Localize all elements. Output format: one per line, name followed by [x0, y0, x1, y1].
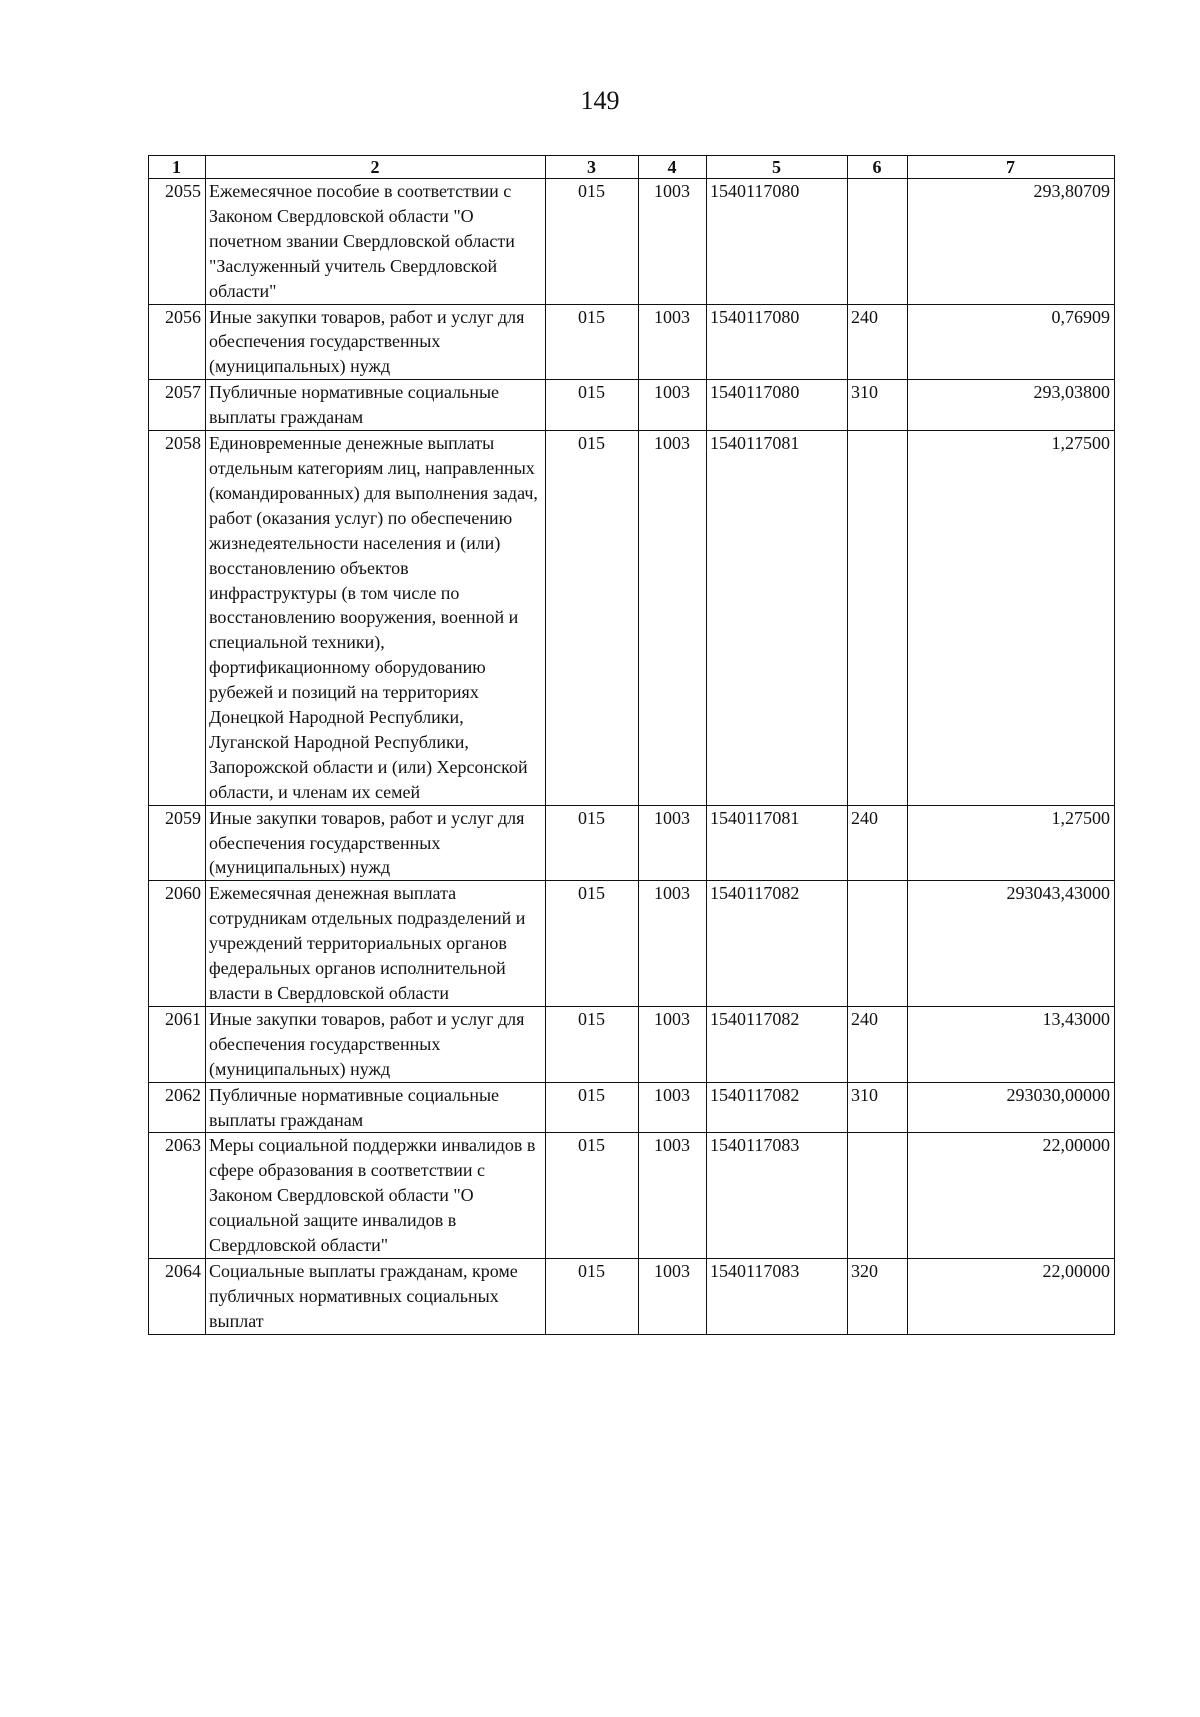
row-number: 2064 [149, 1258, 206, 1334]
row-name: Публичные нормативные социальные выплаты гражданам [206, 380, 546, 431]
row-name: Единовременные денежные выплаты отдельным категориям лиц, направленных (командированных) для выполнения задач, работ (оказания услуг) по обеспечению жизнедеятельности населения и (или) восстановлению объектов инфраструктуры (в том числе по восстановлению вооружения, военной и специальной техники), фортификационному оборудованию рубежей и позиций на территориях Донецкой Народной Республики, Луганской Народной Республики, Запорожской области и (или) Херсонской области, и членам их семей [206, 431, 546, 806]
row-name: Социальные выплаты гражданам, кроме публичных нормативных социальных выплат [206, 1258, 546, 1334]
header-col-3: 3 [546, 156, 639, 179]
row-name: Иные закупки товаров, работ и услуг для обеспечения государственных (муниципальных) нужд [206, 304, 546, 380]
row-expense-type [848, 1133, 908, 1259]
row-target-code: 1540117080 [707, 179, 848, 305]
row-ministry-code: 015 [546, 805, 639, 881]
row-expense-type [848, 179, 908, 305]
row-ministry-code: 015 [546, 881, 639, 1007]
header-col-2: 2 [206, 156, 546, 179]
row-expense-type: 320 [848, 1258, 908, 1334]
row-amount: 0,76909 [908, 304, 1115, 380]
table-row [149, 431, 1115, 806]
row-ministry-code: 015 [546, 1133, 639, 1259]
row-section-code: 1003 [639, 179, 707, 305]
table-row [149, 805, 1115, 881]
row-ministry-code: 015 [546, 380, 639, 431]
row-number: 2059 [149, 805, 206, 881]
row-ministry-code: 015 [546, 304, 639, 380]
header-col-5: 5 [707, 156, 848, 179]
header-col-1: 1 [149, 156, 206, 179]
budget-table [148, 155, 1115, 1335]
row-name: Публичные нормативные социальные выплаты гражданам [206, 1082, 546, 1133]
table-row [149, 380, 1115, 431]
table-row [149, 1258, 1115, 1334]
header-col-4: 4 [639, 156, 707, 179]
row-amount: 293,80709 [908, 179, 1115, 305]
row-number: 2055 [149, 179, 206, 305]
row-expense-type: 310 [848, 1082, 908, 1133]
row-number: 2063 [149, 1133, 206, 1259]
row-ministry-code: 015 [546, 1006, 639, 1082]
row-section-code: 1003 [639, 304, 707, 380]
row-section-code: 1003 [639, 1133, 707, 1259]
table-row [149, 1006, 1115, 1082]
row-target-code: 1540117081 [707, 431, 848, 806]
row-number: 2061 [149, 1006, 206, 1082]
row-name: Иные закупки товаров, работ и услуг для обеспечения государственных (муниципальных) нужд [206, 1006, 546, 1082]
row-name: Ежемесячная денежная выплата сотрудникам отдельных подразделений и учреждений территориальных органов федеральных органов исполнительной власти в Свердловской области [206, 881, 546, 1007]
table-row [149, 881, 1115, 1007]
row-section-code: 1003 [639, 1082, 707, 1133]
row-expense-type: 240 [848, 805, 908, 881]
row-target-code: 1540117082 [707, 1006, 848, 1082]
row-target-code: 1540117080 [707, 380, 848, 431]
row-name: Меры социальной поддержки инвалидов в сфере образования в соответствии с Законом Свердловской области "О социальной защите инвалидов в Свердловской области" [206, 1133, 546, 1259]
row-section-code: 1003 [639, 1258, 707, 1334]
row-section-code: 1003 [639, 881, 707, 1007]
row-expense-type: 310 [848, 380, 908, 431]
row-target-code: 1540117081 [707, 805, 848, 881]
row-amount: 1,27500 [908, 805, 1115, 881]
table-header-row [149, 156, 1115, 179]
row-number: 2058 [149, 431, 206, 806]
row-number: 2057 [149, 380, 206, 431]
header-col-7: 7 [908, 156, 1115, 179]
row-amount: 22,00000 [908, 1258, 1115, 1334]
row-amount: 293,03800 [908, 380, 1115, 431]
row-ministry-code: 015 [546, 431, 639, 806]
row-name: Иные закупки товаров, работ и услуг для обеспечения государственных (муниципальных) нужд [206, 805, 546, 881]
row-expense-type: 240 [848, 1006, 908, 1082]
row-amount: 293030,00000 [908, 1082, 1115, 1133]
page-number: 149 [580, 86, 620, 115]
row-number: 2056 [149, 304, 206, 380]
row-ministry-code: 015 [546, 1258, 639, 1334]
row-target-code: 1540117082 [707, 1082, 848, 1133]
table-row [149, 304, 1115, 380]
row-name: Ежемесячное пособие в соответствии с Законом Свердловской области "О почетном звании Свердловской области "Заслуженный учитель Свердловской области" [206, 179, 546, 305]
row-amount: 13,43000 [908, 1006, 1115, 1082]
row-ministry-code: 015 [546, 179, 639, 305]
row-section-code: 1003 [639, 805, 707, 881]
row-number: 2062 [149, 1082, 206, 1133]
table-row [149, 1082, 1115, 1133]
row-target-code: 1540117082 [707, 881, 848, 1007]
row-expense-type: 240 [848, 304, 908, 380]
row-target-code: 1540117083 [707, 1133, 848, 1259]
table-row [149, 179, 1115, 305]
row-section-code: 1003 [639, 431, 707, 806]
table-row [149, 1133, 1115, 1259]
row-amount: 1,27500 [908, 431, 1115, 806]
row-amount: 293043,43000 [908, 881, 1115, 1007]
row-target-code: 1540117083 [707, 1258, 848, 1334]
row-section-code: 1003 [639, 1006, 707, 1082]
row-number: 2060 [149, 881, 206, 1007]
row-amount: 22,00000 [908, 1133, 1115, 1259]
row-expense-type [848, 431, 908, 806]
header-col-6: 6 [848, 156, 908, 179]
row-section-code: 1003 [639, 380, 707, 431]
row-expense-type [848, 881, 908, 1007]
row-ministry-code: 015 [546, 1082, 639, 1133]
row-target-code: 1540117080 [707, 304, 848, 380]
